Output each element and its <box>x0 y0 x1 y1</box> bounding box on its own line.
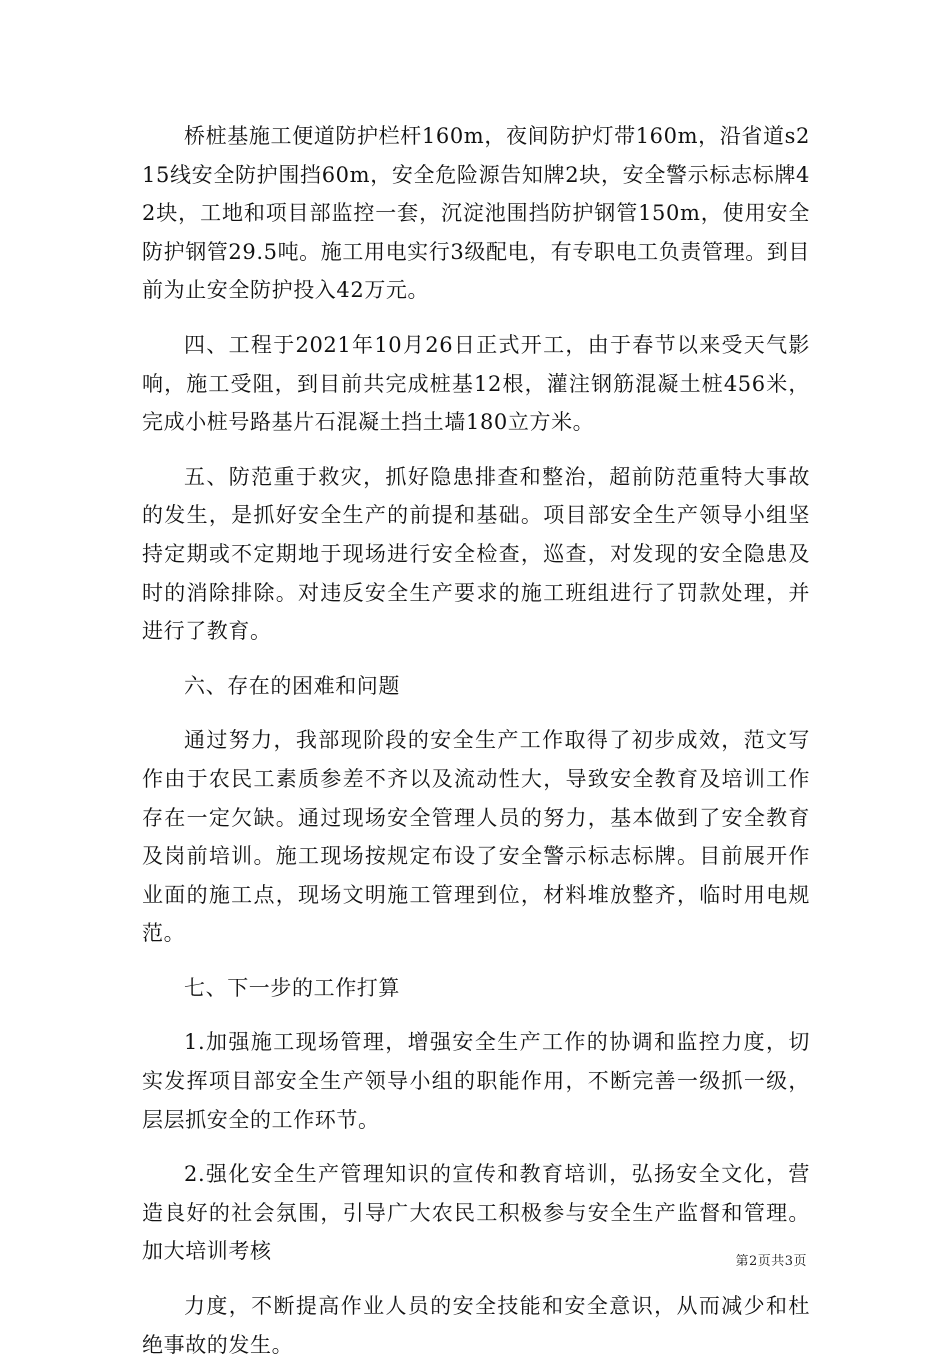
heading-section-six: 六、存在的困难和问题 <box>184 673 400 698</box>
paragraph-section-five: 五、防范重于救灾，抓好隐患排查和整治，超前防范重特大事故的发生，是抓好安全生产的前提和基础。项目部安全生产领导小组坚持定期或不定期地于现场进行安全检查，巡查，对发现的安全隐患及时的消除排除。对违反安全生产要求的施工班组进行了罚款处理，并进行了教育。 <box>142 464 810 644</box>
paragraph-plan-continuation: 力度，不断提高作业人员的安全技能和安全意识，从而减少和杜绝事故的发生。 <box>142 1294 810 1357</box>
paragraph-section-four: 四、工程于2021年10月26日正式开工，由于春节以来受天气影响，施工受阻，到目前共完成桩基12根，灌注钢筋混凝土桩456米，完成小桩号路基片石混凝土挡土墙180立方米。 <box>142 332 810 435</box>
page-number: 第2页共3页 <box>735 1254 807 1269</box>
paragraph-difficulties: 通过努力，我部现阶段的安全生产工作取得了初步成效，范文写作由于农民工素质参差不齐以及流动性大，导致安全教育及培训工作存在一定欠缺。通过现场安全管理人员的努力，基本做到了安全教育及岗前培训。施工现场按规定布设了安全警示标志标牌。目前展开作业面的施工点，现场文明施工管理到位，材料堆放整齐，临时用电规范。 <box>142 728 810 946</box>
paragraph-plan-item-2: 2.强化安全生产管理知识的宣传和教育培训，弘扬安全文化，营造良好的社会氛围，引导广大农民工积极参与安全生产监督和管理。加大培训考核 <box>142 1162 810 1264</box>
paragraph-plan-item-1: 1.加强施工现场管理，增强安全生产工作的协调和监控力度，切实发挥项目部安全生产领导小组的职能作用，不断完善一级抓一级，层层抓安全的工作环节。 <box>142 1030 810 1132</box>
paragraph-safety-measures: 桥桩基施工便道防护栏杆160m，夜间防护灯带160m，沿省道s215线安全防护围挡60m，安全危险源告知牌2块，安全警示标志标牌42块，工地和项目部监控一套，沉淀池围挡防护钢管150m，使用安全防护钢管29.5吨。施工用电实行3级配电，有专职电工负责管理。到目前为止安全防护投入42万元。 <box>142 124 810 303</box>
heading-section-seven: 七、下一步的工作打算 <box>184 975 400 1000</box>
document-body <box>142 117 810 1364</box>
